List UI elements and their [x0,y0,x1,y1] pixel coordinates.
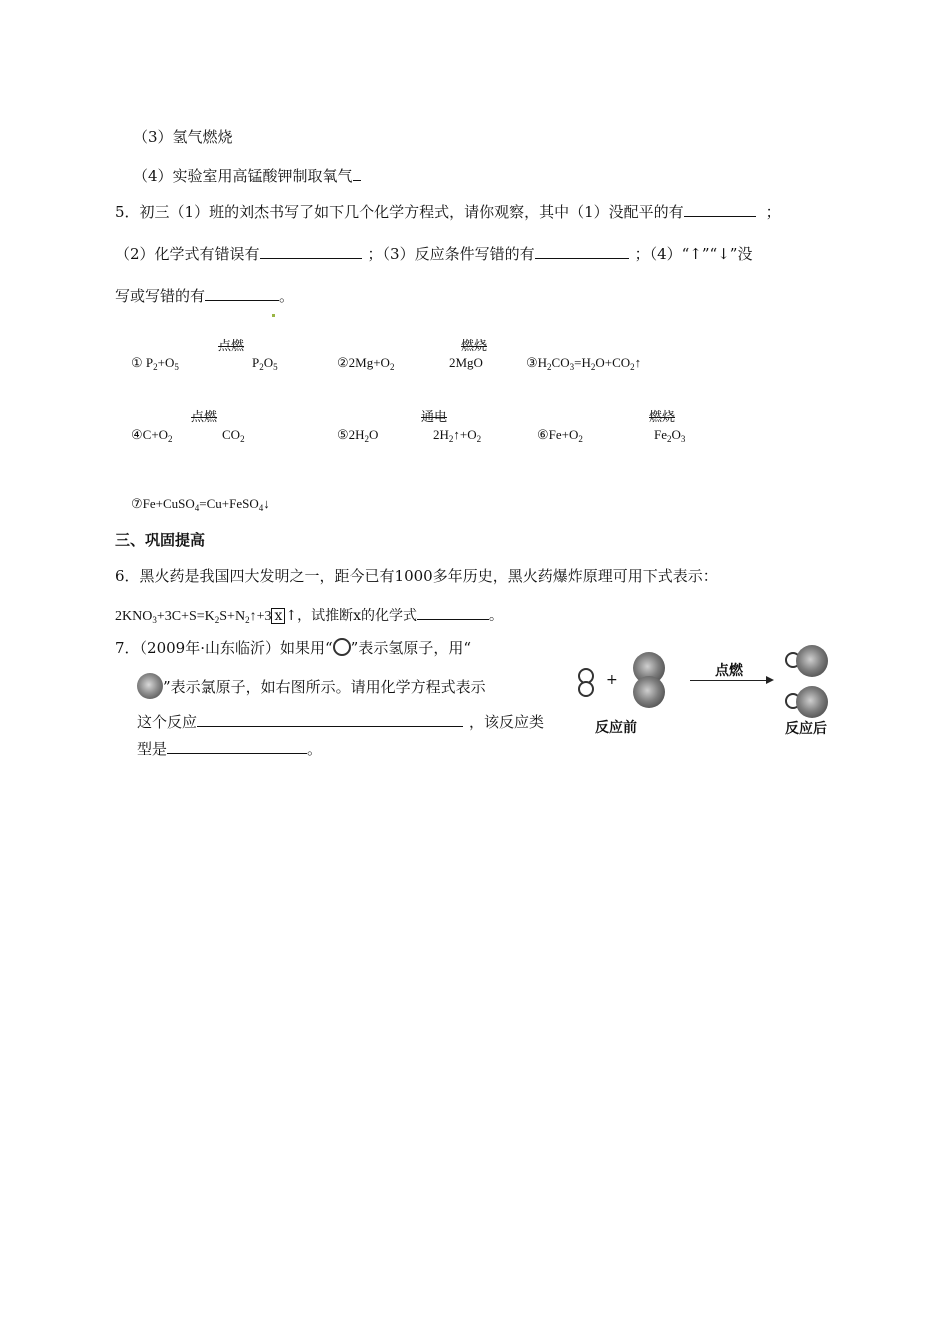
hydrogen-atom-icon [333,638,351,656]
before-label: 反应前 [595,720,637,736]
section-3-title: 三、巩固提高 [115,531,206,549]
q6-unknown-x: x [271,608,285,624]
eq6-rhs: $Fe_2O_3$ [654,427,686,444]
q7-line2 [137,673,486,699]
q7-line4 [137,737,322,759]
hcl-1-cl-atom [796,645,828,677]
hcl-2-cl-atom [796,686,828,718]
eq1-condition: 点燃 [218,339,245,354]
q7-line3-text-a: 这个反应 [137,713,198,731]
eq7: ⑦Fe+CuSO$_4$=Cu+FeSO$_4$↓ [131,496,270,513]
q5-line3-text: 写或写错的有 [115,287,206,305]
arrow-condition-label: 点燃 [715,663,743,679]
q5-line1 [115,200,781,222]
item-4-text: （4）实验室用高锰酸钾制取氧气 [133,167,353,185]
q6-blank-formula[interactable] [417,603,489,620]
q6-equation-b: ↑，试推断x的化学式 [285,608,418,624]
q5-blank-formula-error[interactable] [260,242,362,259]
stray-mark [272,314,275,317]
item-4 [133,164,361,186]
eq4-condition: 点燃 [191,410,218,425]
q7-line1-text-b: ”表示氢原子，用“ [350,639,471,657]
q7-line1-text-a: 7．（2009年·山东临沂）如果用“ [115,639,333,657]
q7-blank-equation[interactable] [197,710,463,727]
eq6-condition: 燃烧 [649,410,676,425]
item-3: （3）氢气燃烧 [133,128,233,146]
reaction-diagram [570,640,840,750]
q5-line3 [115,284,294,306]
q5-line3-end: 。 [279,287,295,305]
q5-blank-unbalanced[interactable] [684,200,756,217]
reaction-arrow-icon [690,680,770,681]
eq5-rhs: $2H_2↑+O_2$ [433,427,482,444]
q7-line3-text-b: ，该反应类 [469,713,545,731]
q5-line2-text-b: ；（3）反应条件写错的有 [367,245,535,263]
q5-blank-condition-error[interactable] [535,242,629,259]
q6-equation-a: $2KNO_3+3C+S=K_2S+N_2↑+3$ [115,609,272,625]
q5-line2-text-a: （2）化学式有错误有 [115,245,260,263]
q6-line2 [115,603,503,630]
q7-line4-end: 。 [307,740,323,758]
q5-blank-arrow-error[interactable] [205,284,279,301]
q5-line1-text: 5．初三（1）班的刘杰书写了如下几个化学方程式，请你观察，其中（1）没配平的有 [115,203,684,221]
item-4-blank[interactable] [353,164,361,181]
arrow-head-icon [766,676,774,684]
eq1-lhs: ① $P_2+O_5$ [131,355,179,372]
eq1-rhs: $P_2O_5$ [252,355,278,372]
eq3: $③H_2CO_3=H_2O+CO_2↑$ [526,355,642,372]
plus-sign: + [606,672,618,688]
q5-line2 [115,242,752,264]
q7-line2-text: ”表示氯原子，如右图所示。请用化学方程式表示 [163,678,486,696]
chlorine-atom-icon [137,673,163,699]
eq5-condition: 通电 [421,410,448,425]
eq4-lhs: $④C+O_2$ [131,427,173,444]
eq2-lhs: $②2Mg+O_2$ [337,355,395,372]
q6-end: 。 [489,608,504,624]
eq5-lhs: $⑤2H_2O$ [337,427,379,444]
q7-line1 [115,638,471,658]
q7-line3 [137,710,544,732]
eq4-rhs: $CO_2$ [222,427,245,444]
eq2-condition: 燃烧 [461,339,488,354]
q5-line2-text-c: ；（4）“↑”“↓”没 [634,245,753,263]
eq2-rhs: 2MgO [449,355,483,370]
cl2-molecule-bottom-atom [633,676,665,708]
q5-line1-end: ； [765,203,781,221]
q7-line4-text: 型是 [137,740,168,758]
after-label: 反应后 [785,721,827,737]
q6-line1: 6．黑火药是我国四大发明之一，距今已有1000多年历史，黑火药爆炸原理可用下式表示： [115,567,718,585]
eq6-lhs: $⑥Fe+O_2$ [537,427,583,444]
q7-blank-reaction-type[interactable] [167,737,307,754]
h2-molecule-bottom-atom [578,681,594,697]
